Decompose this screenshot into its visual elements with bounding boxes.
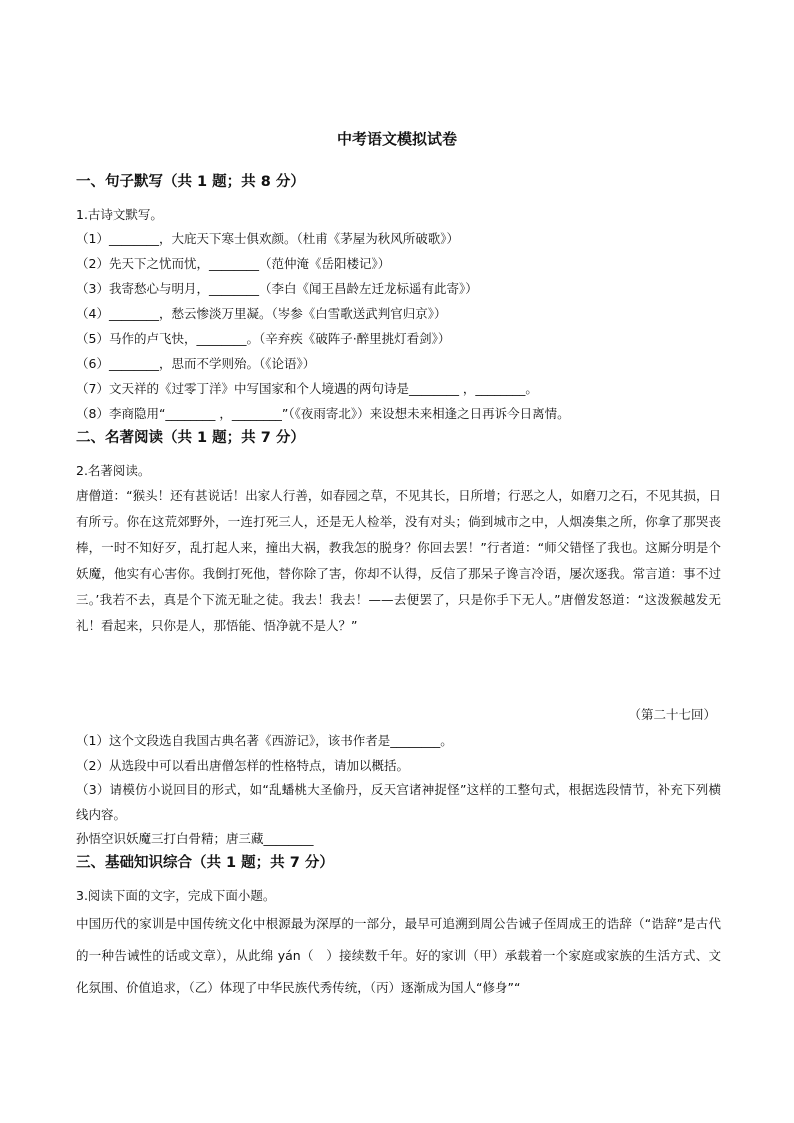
- chapter-source: （第二十七回）: [628, 707, 716, 722]
- sub-question: （2）从选段中可以看出唐僧怎样的性格特点，请加以概括。: [76, 758, 409, 773]
- fill-item: （1）________，大庇天下寒士俱欢颜。（杜甫《茅屋为秋风所破歌》）: [76, 231, 459, 246]
- fill-item: （2）先天下之忧而忧，________（范仲淹《岳阳楼记》）: [76, 256, 391, 271]
- section-heading-3: 三、基础知识综合（共 1 题；共 7 分）: [76, 855, 334, 871]
- fill-item: （7）文天祥的《过零丁洋》中写国家和个人境遇的两句诗是________ ，________。: [76, 381, 538, 396]
- question-stem-1: 1.古诗文默写。: [76, 207, 163, 222]
- fill-item: （8）李商隐用“________ ，________”（《夜雨寄北》）来设想未来相逢之日再诉今日离情。: [76, 406, 570, 421]
- fill-item: （3）我寄愁心与明月，________（李白《闻王昌龄左迁龙标遥有此寄》）: [76, 281, 478, 296]
- sub-question: （3）请模仿小说回目的形式，如“乱蟠桃大圣偷丹，反天宫诸神捉怪”这样的工整句式，根据选段情节，补充下列横线内容。: [76, 782, 721, 822]
- fill-item: 孙悟空识妖魔三打白骨精；唐三藏________: [76, 831, 314, 846]
- fill-item: （6）________，思而不学则殆。（《论语》）: [76, 356, 316, 371]
- question-stem-3: 3.阅读下面的文字，完成下面小题。: [76, 888, 276, 903]
- section-heading-1: 一、句子默写（共 1 题；共 8 分）: [76, 174, 305, 190]
- fill-item: （5）马作的卢飞快，________。（辛弃疾《破阵子·醉里挑灯看剑》）: [76, 331, 451, 346]
- question-stem-2: 2.名著阅读。: [76, 463, 151, 478]
- novel-excerpt: 唐僧道：“猴头！还有甚说话！出家人行善，如春园之草，不见其长，日所增；行恶之人，如磨刀之石，不见其损，日有所亏。你在这荒郊野外，一连打死三人，还是无人检举，没有对头；倘到城市之中，人烟凑集之所，你拿了那哭丧棒，一时不知好歹，乱打起人来，撞出大祸，教我怎的脱身？你回去罢！”行者道：“师父错怪了我也。这厮分明是个妖魔，他实有心害你。我倒打死他，替你除了害，你却不认得，反信了那呆子谗言冷语，屡次逐我。常言道：事不过三。’我若不去，真是个下流无耻之徒。我去！我去！——去便罢了，只是你手下无人。”唐僧发怒道：“这泼猴越发无礼！看起来，只你是人，那悟能、悟净就不是人？”: [76, 488, 721, 633]
- fill-item: （4）________，愁云惨淡万里凝。（岑参《白雪歌送武判官归京》）: [76, 306, 447, 321]
- section-heading-2: 二、名著阅读（共 1 题；共 7 分）: [76, 430, 305, 446]
- sub-question: （1）这个文段选自我国古典名著《西游记》，该书作者是________。: [76, 733, 453, 748]
- reading-passage: 中国历代的家训是中国传统文化中根源最为深厚的一部分，最早可追溯到周公告诫子侄周成王的诰辞（“诰辞”是古代的一种告诫性的话或文章），从此绵 yán（ ）接续数千年。好的家训（甲）承载着一个家庭或家族的生活方式、文化氛围、价值追求，（乙）体现了中华民族代秀传统，（丙）逐渐成为国人“修身”“: [76, 916, 721, 995]
- page-title: 中考语文模拟试卷: [336, 130, 457, 148]
